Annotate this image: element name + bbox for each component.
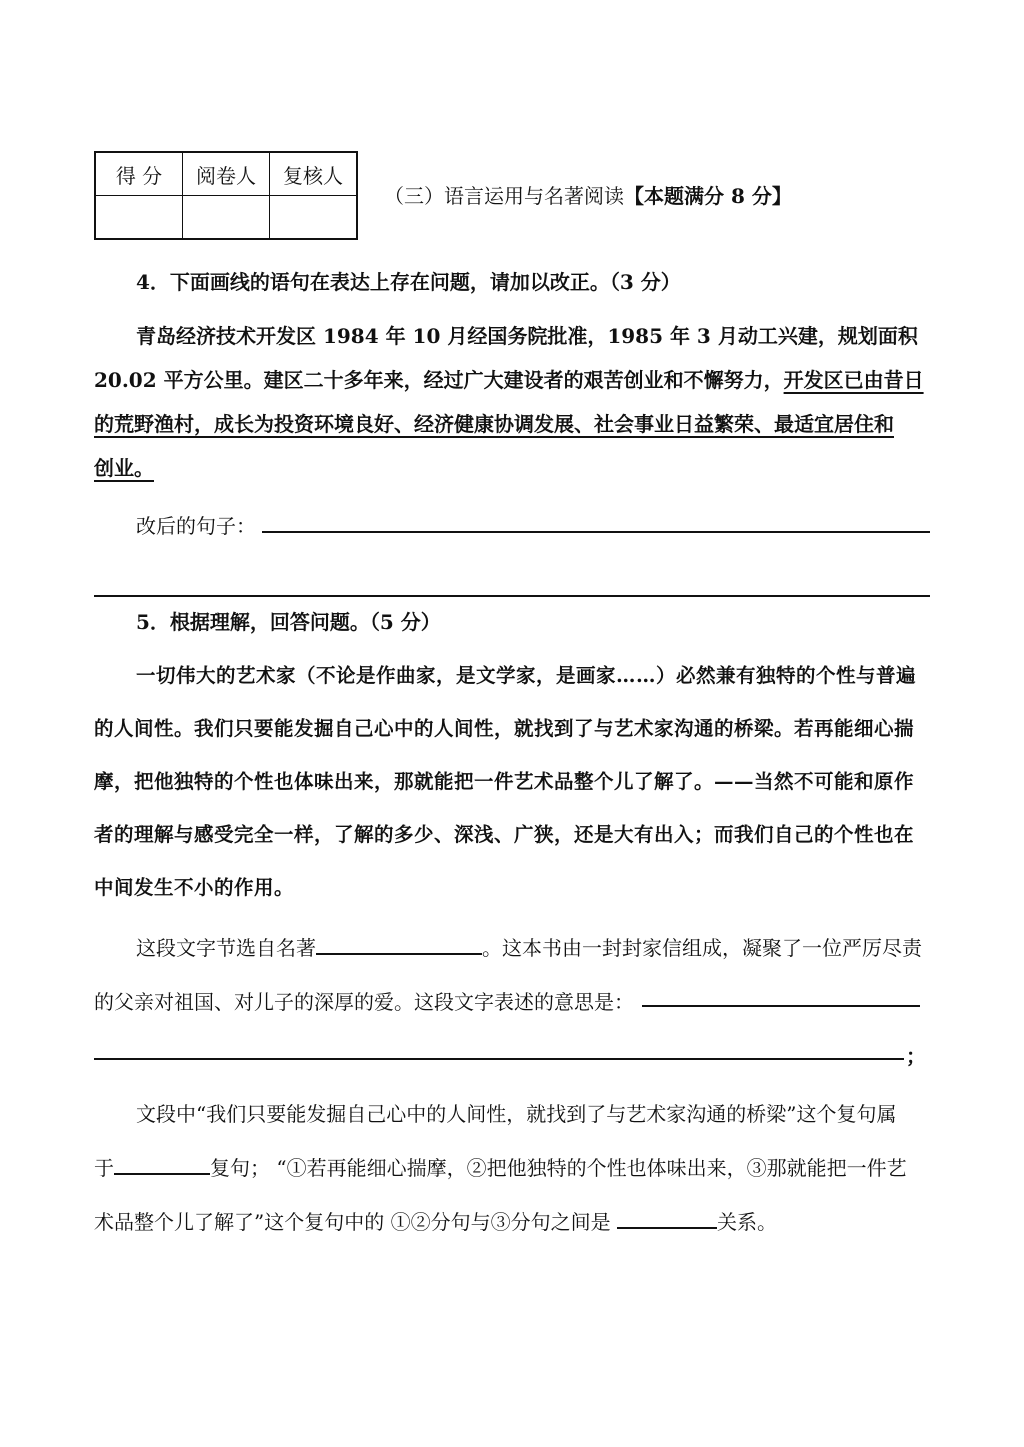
score-cell[interactable]: [95, 196, 183, 240]
q5-para2-text-c: 复句； “①若再能细心揣摩，②把他独特的个性也体味出来，③那就能把一件艺: [210, 1156, 907, 1180]
q4-underlined-line4: 创业。: [94, 456, 154, 480]
q5-meaning-blank-1[interactable]: [642, 1005, 920, 1007]
q5-para2-line3: [94, 1206, 777, 1235]
section-score-note: 【本题满分 8 分】: [624, 184, 792, 208]
score-header-grader: 阅卷人: [183, 152, 270, 196]
score-table-header-row: [95, 152, 357, 196]
q5-para1-line1: [136, 932, 922, 961]
score-header-score: 得 分: [95, 152, 183, 196]
q5-relation-blank[interactable]: [617, 1209, 717, 1229]
q4-answer-line-1[interactable]: [262, 531, 930, 533]
q4-passage-line2-plain: 20.02 平方公里。建区二十多年来，经过广大建设者的艰苦创业和不懈努力，: [94, 368, 784, 392]
q5-passage-line4: 者的理解与感受完全一样，了解的多少、深浅、广狭，还是大有出入；而我们自己的个性也在: [94, 823, 915, 846]
score-table-input-row: [95, 196, 357, 240]
q5-book-title-blank[interactable]: [316, 935, 482, 955]
q5-para2-text-e: 关系。: [716, 1210, 777, 1234]
q5-para2-text-d: 术品整个儿了解了”这个复句中的 ①②分句与③分句之间是: [94, 1210, 611, 1234]
q4-passage-line2: [94, 364, 924, 393]
q5-passage-line3: 摩，把他独特的个性也体味出来，那就能把一件艺术品整个儿了解了。——当然不可能和原作: [94, 770, 915, 793]
q4-passage-line1: 青岛经济技术开发区 1984 年 10 月经国务院批准，1985 年 3 月动工兴建，规划面积: [136, 324, 918, 348]
reviewer-cell[interactable]: [270, 196, 358, 240]
q4-underlined-line3: 的荒野渔村，成长为投资环境良好、经济健康协调发展、社会事业日益繁荣、最适宜居住和: [94, 412, 894, 436]
score-header-reviewer: 复核人: [270, 152, 358, 196]
q5-para1-line2: 的父亲对祖国、对儿子的深厚的爱。这段文字表述的意思是：: [94, 990, 634, 1014]
section-title: [384, 180, 792, 209]
q5-sentence-type-blank[interactable]: [114, 1155, 210, 1175]
q5-passage-line5: 中间发生不小的作用。: [94, 876, 295, 899]
q5-meaning-blank-2[interactable]: [94, 1058, 904, 1060]
q5-para2-line1: 文段中“我们只要能发掘自己心中的人间性，就找到了与艺术家沟通的桥梁”这个复句属: [136, 1102, 897, 1126]
q5-para2-text-b: 于: [94, 1156, 114, 1180]
q5-para1-end: ；: [906, 1044, 926, 1068]
score-table: [94, 151, 358, 240]
section-title-text: （三）语言运用与名著阅读: [384, 184, 624, 208]
q5-para1-text-b: 。这本书由一封封家信组成，凝聚了一位严厉尽责: [482, 936, 922, 960]
q4-answer-line-2[interactable]: [94, 595, 930, 597]
q5-passage-line1: 一切伟大的艺术家（不论是作曲家，是文学家，是画家……）必然兼有独特的个性与普遍: [136, 664, 917, 687]
q5-para2-line2: [94, 1152, 907, 1181]
q4-answer-label: 改后的句子：: [136, 514, 256, 538]
q4-underlined-start: 开发区已由昔日: [783, 368, 924, 392]
grader-cell[interactable]: [183, 196, 270, 240]
q5-para1-text-a: 这段文字节选自名著: [136, 936, 316, 960]
q5-prompt: 5．根据理解，回答问题。（5 分）: [136, 610, 441, 634]
q4-prompt: 4．下面画线的语句在表达上存在问题，请加以改正。（3 分）: [136, 270, 681, 294]
q5-passage-line2: 的人间性。我们只要能发掘自己心中的人间性，就找到了与艺术家沟通的桥梁。若再能细心揣: [94, 717, 915, 740]
